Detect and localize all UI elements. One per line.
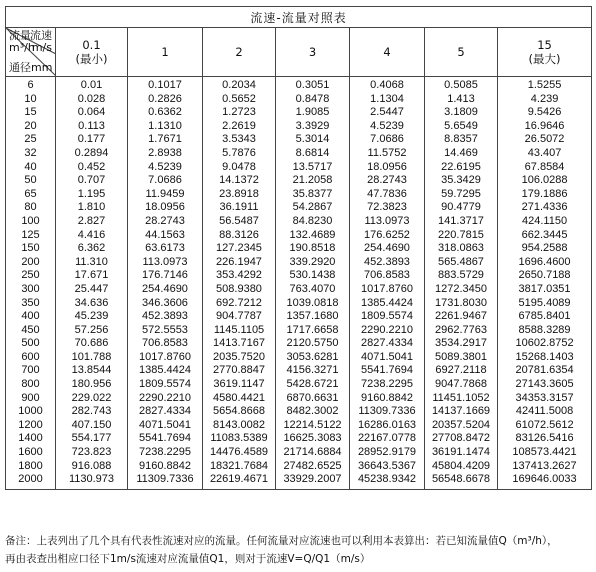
footnote-line-1: 备注：上表列出了几个具有代表性流速对应的流量。任何流量对应流速也可以利用本表算出：若已知流量值Q（m³/h），	[5, 535, 558, 547]
flow-value-cell: 353.4292	[203, 269, 276, 283]
flow-value-cell: 16625.3083	[276, 432, 350, 446]
flow-value-cell: 1385.4424	[128, 364, 203, 378]
flow-value-cell: 883.5729	[425, 269, 498, 283]
flow-value-cell: 21.2058	[276, 174, 350, 188]
flow-value-cell: 16.9646	[498, 120, 592, 134]
flow-value-cell: 4156.3271	[276, 364, 350, 378]
table-row	[6, 133, 592, 147]
flow-value-cell: 10602.8752	[498, 337, 592, 351]
flow-value-cell: 7238.2295	[128, 446, 203, 460]
flow-value-cell: 0.028	[56, 93, 128, 107]
flow-value-cell: 84.8230	[276, 215, 350, 229]
diameter-cell: 900	[6, 392, 56, 406]
flow-value-cell: 11083.5389	[203, 432, 276, 446]
flow-value-cell: 1.9085	[276, 106, 350, 120]
flow-value-cell: 4.416	[56, 229, 128, 243]
diameter-cell: 2000	[6, 473, 56, 489]
diameter-cell: 6	[6, 77, 56, 93]
flow-value-cell: 226.1947	[203, 256, 276, 270]
diameter-cell: 15	[6, 106, 56, 120]
diameter-cell: 20	[6, 120, 56, 134]
flow-value-cell: 12214.5122	[276, 419, 350, 433]
flow-value-cell: 18321.7684	[203, 460, 276, 474]
table-row	[6, 242, 592, 256]
flow-value-cell: 11.5752	[350, 147, 425, 161]
flow-value-cell: 28.2743	[128, 215, 203, 229]
flow-value-cell: 9160.8842	[128, 460, 203, 474]
flow-value-cell: 254.4690	[350, 242, 425, 256]
flow-value-cell: 424.1150	[498, 215, 592, 229]
diameter-cell: 300	[6, 283, 56, 297]
table-row	[6, 215, 592, 229]
diameter-cell: 1200	[6, 419, 56, 433]
flow-value-cell: 1731.8030	[425, 297, 498, 311]
flow-value-cell: 723.823	[56, 446, 128, 460]
flow-value-cell: 6785.8401	[498, 310, 592, 324]
flow-value-cell: 1.1310	[128, 120, 203, 134]
diameter-cell: 350	[6, 297, 56, 311]
flow-value-cell: 339.2920	[276, 256, 350, 270]
flow-value-cell: 5428.6721	[276, 378, 350, 392]
flow-value-cell: 20781.6354	[498, 364, 592, 378]
flow-value-cell: 13.8544	[56, 364, 128, 378]
flow-value-cell: 1809.5574	[350, 310, 425, 324]
flow-value-cell: 113.0973	[350, 215, 425, 229]
diameter-cell: 10	[6, 93, 56, 107]
flow-value-cell: 706.8583	[350, 269, 425, 283]
table-row	[6, 310, 592, 324]
flow-value-cell: 25.447	[56, 283, 128, 297]
flow-value-cell: 2827.4334	[350, 337, 425, 351]
flow-value-cell: 706.8583	[128, 337, 203, 351]
corner-flow-label: 流量 m³/h	[9, 29, 35, 54]
flow-value-cell: 5195.4089	[498, 297, 592, 311]
diameter-cell: 1600	[6, 446, 56, 460]
table-body	[6, 77, 592, 490]
flow-value-cell: 15268.1403	[498, 351, 592, 365]
flow-value-cell: 101.788	[56, 351, 128, 365]
flow-value-cell: 6870.6631	[276, 392, 350, 406]
table-row	[6, 405, 592, 419]
table-row	[6, 473, 592, 489]
diameter-cell: 500	[6, 337, 56, 351]
flow-value-cell: 42411.5008	[498, 405, 592, 419]
flow-value-cell: 190.8518	[276, 242, 350, 256]
diameter-cell: 200	[6, 256, 56, 270]
flow-value-cell: 572.5553	[128, 324, 203, 338]
flow-value-cell: 1.5255	[498, 77, 592, 93]
flow-value-cell: 1017.8760	[128, 351, 203, 365]
footnote	[5, 532, 595, 568]
column-header: 15 (最大)	[498, 28, 592, 77]
flow-value-cell: 113.0973	[128, 256, 203, 270]
flow-value-cell: 0.452	[56, 161, 128, 175]
diameter-cell: 50	[6, 174, 56, 188]
flow-value-cell: 0.177	[56, 133, 128, 147]
table-row	[6, 161, 592, 175]
flow-value-cell: 0.707	[56, 174, 128, 188]
flow-value-cell: 2827.4334	[128, 405, 203, 419]
flow-value-cell: 2290.2210	[128, 392, 203, 406]
flow-value-cell: 88.3126	[203, 229, 276, 243]
flow-value-cell: 0.113	[56, 120, 128, 134]
flow-value-cell: 9160.8842	[350, 392, 425, 406]
diameter-cell: 700	[6, 364, 56, 378]
flow-value-cell: 1039.0818	[276, 297, 350, 311]
flow-value-cell: 28.2743	[350, 174, 425, 188]
flow-value-cell: 954.2588	[498, 242, 592, 256]
flow-value-cell: 0.2034	[203, 77, 276, 93]
table-row	[6, 269, 592, 283]
flow-value-cell: 169646.0033	[498, 473, 592, 489]
flow-value-cell: 106.0288	[498, 174, 592, 188]
flow-value-cell: 220.7815	[425, 229, 498, 243]
flow-value-cell: 1357.1680	[276, 310, 350, 324]
flow-value-cell: 23.8918	[203, 188, 276, 202]
diameter-cell: 400	[6, 310, 56, 324]
flow-value-cell: 27482.6525	[276, 460, 350, 474]
flow-value-cell: 18.0956	[350, 161, 425, 175]
flow-value-cell: 4.5239	[350, 120, 425, 134]
flow-value-cell: 22.6195	[425, 161, 498, 175]
flow-value-cell: 127.2345	[203, 242, 276, 256]
flow-value-cell: 22167.0778	[350, 432, 425, 446]
flow-value-cell: 34.636	[56, 297, 128, 311]
column-header: 3	[276, 28, 350, 77]
flow-value-cell: 1.810	[56, 201, 128, 215]
flow-value-cell: 4071.5041	[350, 351, 425, 365]
flow-value-cell: 2.827	[56, 215, 128, 229]
flow-value-cell: 90.4779	[425, 201, 498, 215]
flow-value-cell: 56548.6678	[425, 473, 498, 489]
column-header: 0.1 (最小)	[56, 28, 128, 77]
flow-value-cell: 3619.1147	[203, 378, 276, 392]
flow-value-cell: 1.2723	[203, 106, 276, 120]
flow-value-cell: 44.1563	[128, 229, 203, 243]
flow-value-cell: 282.743	[56, 405, 128, 419]
flow-value-cell: 11309.7336	[128, 473, 203, 489]
flow-value-cell: 7238.2295	[350, 378, 425, 392]
flow-value-cell: 271.4336	[498, 201, 592, 215]
flow-value-cell: 1385.4424	[350, 297, 425, 311]
flow-value-cell: 5089.3801	[425, 351, 498, 365]
flow-value-cell: 0.5652	[203, 93, 276, 107]
table-row	[6, 378, 592, 392]
flow-value-cell: 54.2867	[276, 201, 350, 215]
column-header: 5	[425, 28, 498, 77]
flow-value-cell: 61072.5612	[498, 419, 592, 433]
column-header: 4	[350, 28, 425, 77]
diameter-cell: 25	[6, 133, 56, 147]
flow-value-cell: 2120.5750	[276, 337, 350, 351]
table-row	[6, 93, 592, 107]
flow-value-cell: 4071.5041	[128, 419, 203, 433]
flow-value-cell: 8.6814	[276, 147, 350, 161]
flow-value-cell: 1.7671	[128, 133, 203, 147]
flow-value-cell: 3.3929	[276, 120, 350, 134]
flow-value-cell: 1809.5574	[128, 378, 203, 392]
flow-value-cell: 59.7295	[425, 188, 498, 202]
header-row	[6, 28, 592, 77]
flow-value-cell: 4580.4421	[203, 392, 276, 406]
flow-value-cell: 5541.7694	[350, 364, 425, 378]
flow-value-cell: 21714.6884	[276, 446, 350, 460]
flow-value-cell: 1696.4600	[498, 256, 592, 270]
flow-value-cell: 45804.4209	[425, 460, 498, 474]
flow-value-cell: 14476.4589	[203, 446, 276, 460]
flow-value-cell: 452.3893	[128, 310, 203, 324]
flow-value-cell: 70.686	[56, 337, 128, 351]
flow-value-cell: 5541.7694	[128, 432, 203, 446]
flow-value-cell: 11451.1052	[425, 392, 498, 406]
flow-value-cell: 14.1372	[203, 174, 276, 188]
flow-value-cell: 565.4867	[425, 256, 498, 270]
flow-value-cell: 5.6549	[425, 120, 498, 134]
flow-value-cell: 3534.2917	[425, 337, 498, 351]
corner-header-cell	[6, 28, 56, 77]
diameter-cell: 1400	[6, 432, 56, 446]
flow-value-cell: 0.5085	[425, 77, 498, 93]
diameter-cell: 65	[6, 188, 56, 202]
flow-value-cell: 2.2619	[203, 120, 276, 134]
table-row	[6, 174, 592, 188]
flow-value-cell: 2.8938	[128, 147, 203, 161]
flow-value-cell: 180.956	[56, 378, 128, 392]
diameter-cell: 80	[6, 201, 56, 215]
flow-value-cell: 11.310	[56, 256, 128, 270]
flow-value-cell: 27708.8472	[425, 432, 498, 446]
diameter-cell: 450	[6, 324, 56, 338]
flow-value-cell: 3.1809	[425, 106, 498, 120]
flow-value-cell: 7.0686	[350, 133, 425, 147]
flow-value-cell: 36191.1474	[425, 446, 498, 460]
diameter-cell: 40	[6, 161, 56, 175]
corner-diameter-label: 通径mm	[9, 61, 53, 74]
flow-value-cell: 0.4068	[350, 77, 425, 93]
diameter-cell: 800	[6, 378, 56, 392]
flow-value-cell: 179.1886	[498, 188, 592, 202]
flow-value-cell: 83126.5416	[498, 432, 592, 446]
flow-value-cell: 229.022	[56, 392, 128, 406]
flow-value-cell: 3.5343	[203, 133, 276, 147]
flow-value-cell: 56.5487	[203, 215, 276, 229]
flow-value-cell: 8588.3289	[498, 324, 592, 338]
flow-value-cell: 57.256	[56, 324, 128, 338]
flow-value-cell: 2290.2210	[350, 324, 425, 338]
table-row	[6, 419, 592, 433]
flow-value-cell: 34353.3157	[498, 392, 592, 406]
table-row	[6, 147, 592, 161]
flow-value-cell: 0.6362	[128, 106, 203, 120]
flow-value-cell: 14137.1669	[425, 405, 498, 419]
flow-value-cell: 763.4070	[276, 283, 350, 297]
flow-value-cell: 1145.1105	[203, 324, 276, 338]
flow-value-cell: 8.8357	[425, 133, 498, 147]
flow-value-cell: 28952.9179	[350, 446, 425, 460]
flow-value-cell: 11.9459	[128, 188, 203, 202]
flow-value-cell: 2962.7763	[425, 324, 498, 338]
flow-value-cell: 0.064	[56, 106, 128, 120]
diameter-cell: 125	[6, 229, 56, 243]
diameter-cell: 1000	[6, 405, 56, 419]
flow-value-cell: 18.0956	[128, 201, 203, 215]
flow-value-cell: 254.4690	[128, 283, 203, 297]
flow-value-cell: 5.7876	[203, 147, 276, 161]
table-row	[6, 337, 592, 351]
flow-value-cell: 35.3429	[425, 174, 498, 188]
flow-value-cell: 452.3893	[350, 256, 425, 270]
flow-value-cell: 2035.7520	[203, 351, 276, 365]
flow-value-cell: 1.413	[425, 93, 498, 107]
column-header: 1	[128, 28, 203, 77]
flow-value-cell: 0.2894	[56, 147, 128, 161]
flow-value-cell: 36643.5367	[350, 460, 425, 474]
table-row	[6, 446, 592, 460]
flow-value-cell: 45238.9342	[350, 473, 425, 489]
flow-value-cell: 132.4689	[276, 229, 350, 243]
flow-value-cell: 346.3606	[128, 297, 203, 311]
flow-value-cell: 4.239	[498, 93, 592, 107]
footnote-line-2: 再由表查出相应口径下1m/s流速对应流量值Q1，则对于流速V=Q/Q1（m/s）	[5, 553, 371, 565]
table-row	[6, 432, 592, 446]
flow-value-cell: 137413.2627	[498, 460, 592, 474]
flow-value-cell: 0.8478	[276, 93, 350, 107]
flow-value-cell: 4.5239	[128, 161, 203, 175]
table-row	[6, 77, 592, 93]
flow-value-cell: 1.195	[56, 188, 128, 202]
flow-value-cell: 14.469	[425, 147, 498, 161]
table-title: 流速-流量对照表	[6, 7, 592, 28]
flow-value-cell: 20357.5204	[425, 419, 498, 433]
table-row	[6, 351, 592, 365]
flow-rate-table	[5, 6, 592, 490]
flow-value-cell: 22619.4671	[203, 473, 276, 489]
flow-value-cell: 176.6252	[350, 229, 425, 243]
flow-value-cell: 26.5072	[498, 133, 592, 147]
flow-value-cell: 3817.0351	[498, 283, 592, 297]
table-row	[6, 392, 592, 406]
flow-value-cell: 45.239	[56, 310, 128, 324]
flow-value-cell: 530.1438	[276, 269, 350, 283]
flow-value-cell: 9047.7868	[425, 378, 498, 392]
flow-value-cell: 17.671	[56, 269, 128, 283]
flow-value-cell: 72.3823	[350, 201, 425, 215]
flow-value-cell: 554.177	[56, 432, 128, 446]
diameter-cell: 100	[6, 215, 56, 229]
flow-value-cell: 67.8584	[498, 161, 592, 175]
flow-value-cell: 6.362	[56, 242, 128, 256]
diameter-cell: 150	[6, 242, 56, 256]
flow-value-cell: 5.3014	[276, 133, 350, 147]
table-row	[6, 188, 592, 202]
flow-value-cell: 916.088	[56, 460, 128, 474]
table-row	[6, 120, 592, 134]
flow-value-cell: 27143.3605	[498, 378, 592, 392]
flow-value-cell: 141.3717	[425, 215, 498, 229]
flow-value-cell: 8482.3002	[276, 405, 350, 419]
flow-value-cell: 3053.6281	[276, 351, 350, 365]
flow-value-cell: 0.01	[56, 77, 128, 93]
flow-value-cell: 47.7836	[350, 188, 425, 202]
flow-value-cell: 63.6173	[128, 242, 203, 256]
flow-value-cell: 108573.4421	[498, 446, 592, 460]
flow-value-cell: 2.5447	[350, 106, 425, 120]
flow-value-cell: 1017.8760	[350, 283, 425, 297]
flow-value-cell: 1272.3450	[425, 283, 498, 297]
table-row	[6, 229, 592, 243]
flow-value-cell: 1130.973	[56, 473, 128, 489]
table-row	[6, 106, 592, 120]
flow-value-cell: 1.1304	[350, 93, 425, 107]
flow-value-cell: 43.407	[498, 147, 592, 161]
flow-value-cell: 16286.0163	[350, 419, 425, 433]
flow-rate-table-container	[5, 6, 591, 490]
flow-value-cell: 33929.2007	[276, 473, 350, 489]
flow-value-cell: 35.8377	[276, 188, 350, 202]
diameter-cell: 1800	[6, 460, 56, 474]
flow-value-cell: 7.0686	[128, 174, 203, 188]
flow-value-cell: 13.5717	[276, 161, 350, 175]
table-row	[6, 283, 592, 297]
flow-value-cell: 36.1911	[203, 201, 276, 215]
flow-value-cell: 9.0478	[203, 161, 276, 175]
flow-value-cell: 5654.8668	[203, 405, 276, 419]
flow-value-cell: 1413.7167	[203, 337, 276, 351]
flow-value-cell: 8143.0082	[203, 419, 276, 433]
flow-value-cell: 6927.2118	[425, 364, 498, 378]
flow-value-cell: 176.7146	[128, 269, 203, 283]
table-row	[6, 297, 592, 311]
flow-value-cell: 407.150	[56, 419, 128, 433]
table-row	[6, 201, 592, 215]
flow-value-cell: 2650.7188	[498, 269, 592, 283]
flow-value-cell: 2770.8847	[203, 364, 276, 378]
table-row	[6, 460, 592, 474]
diameter-cell: 32	[6, 147, 56, 161]
flow-value-cell: 2261.9467	[425, 310, 498, 324]
corner-speed-label: 流速 m/s	[30, 29, 52, 54]
flow-value-cell: 11309.7336	[350, 405, 425, 419]
column-header: 2	[203, 28, 276, 77]
flow-value-cell: 0.3051	[276, 77, 350, 93]
flow-value-cell: 904.7787	[203, 310, 276, 324]
table-row	[6, 324, 592, 338]
flow-value-cell: 508.9380	[203, 283, 276, 297]
flow-value-cell: 0.2826	[128, 93, 203, 107]
diameter-cell: 250	[6, 269, 56, 283]
table-row	[6, 364, 592, 378]
flow-value-cell: 318.0863	[425, 242, 498, 256]
flow-value-cell: 692.7212	[203, 297, 276, 311]
flow-value-cell: 1717.6658	[276, 324, 350, 338]
table-row	[6, 256, 592, 270]
diameter-cell: 600	[6, 351, 56, 365]
flow-value-cell: 0.1017	[128, 77, 203, 93]
flow-value-cell: 9.5426	[498, 106, 592, 120]
flow-value-cell: 662.3445	[498, 229, 592, 243]
